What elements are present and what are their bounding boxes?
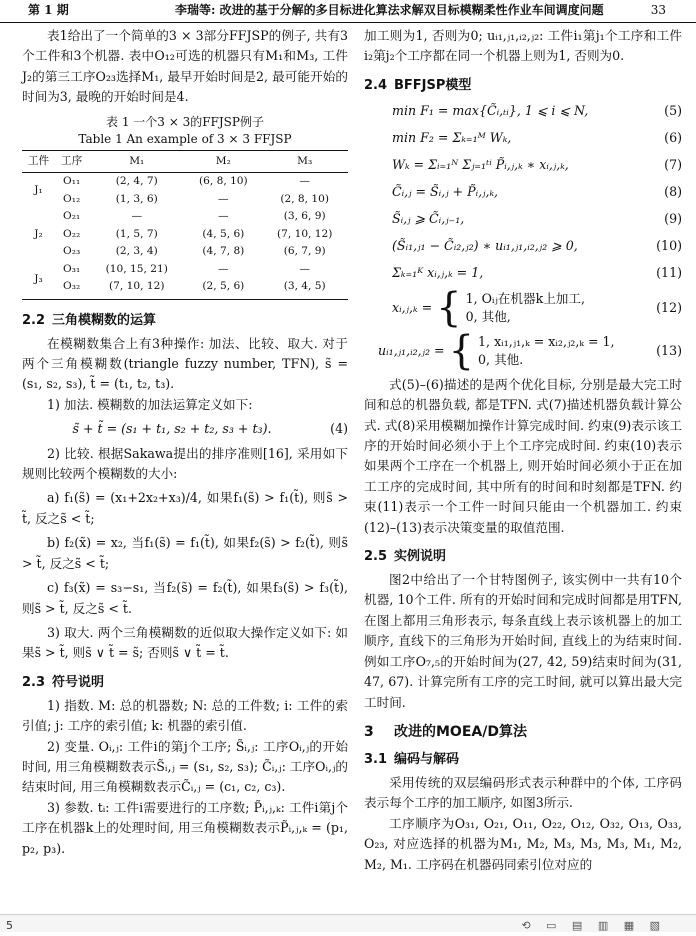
equation-expr: C̃ᵢ,ⱼ = S̃ᵢ,ⱼ + P̃ᵢ,ⱼ,ₖ, [392,183,499,199]
paragraph: 3) 取大. 两个三角模糊数的近似取大操作定义如下: 如果s̃ > t̃, 则s̃ ∨ t̃ = s̃; 否则s̃ ∨ t̃ = t̃. [22,624,348,661]
equation-lhs: uᵢ₁,ⱼ₁,ᵢ₂,ⱼ₂ = [378,342,445,358]
time-cell: — [131,210,143,223]
time-cell: (2, 3, 4) [115,245,158,258]
right-column [364,26,682,875]
table-row [22,226,348,244]
section-heading-3-1 [364,751,682,769]
brace-glyph: { [436,284,462,331]
table-row [22,243,348,261]
case-2: 0, 其他, [465,308,511,324]
op-cell: O₁₂ [63,192,81,205]
table-row [22,208,348,226]
section-number: 2.3 [22,674,46,690]
op-cell: O₃₂ [55,278,88,299]
left-column [22,26,348,859]
time-cell: — [218,192,229,205]
journal-issue: 第 1 期 [28,3,69,17]
section-title: 符号说明 [52,674,105,690]
equation-5 [364,99,682,123]
table-row [22,173,348,191]
equation-9 [364,207,682,231]
equation-number: (9) [664,210,682,226]
equation-expr [364,284,585,331]
page-indicator: 5 [6,919,13,932]
time-cell: (4, 7, 8) [202,245,245,258]
time-cell: (6, 8, 10) [198,175,248,188]
op-cell: O₂₁ [63,210,81,223]
rule-b: b) f₂(x̃) = x₂, 当f₁(s̃) = f₁(t̃), 如果f₂(s̃) > f₂(t̃), 则s̃ > t̃, 反之s̃ < t̃; [22,535,348,571]
time-cell: — [218,262,229,275]
cases [478,333,614,369]
paragraph: 式(5)–(6)描述的是两个优化目标, 分别是最大完工时间和总的机器负载, 都是TFN. 式(7)描述机器负载计算公式. 式(8)采用模糊加操作计算完成时间. 约束(9)表示该工序的开始时间必须小于上个工序完成时间. 约束(10)表示如果两个工序在一个机器上, 则开始时间必须小于正在加工工序的完成时间, 其中所有的时间和时刻都是TFN. 约束(11)表示一个工件一时间只能由一个机器加工. 约束(12)–(13)表示决策变量的取值范围. [364,376,682,535]
time-cell: (10, 15, 21) [105,262,168,275]
time-cell: (6, 7, 9) [283,245,326,258]
equation-lhs: xᵢ,ⱼ,ₖ = [392,299,433,315]
equation-number: (6) [664,129,682,145]
section-title: 改进的MOEA/D算法 [394,723,527,740]
equation-expr: Σₖ₌₁ᴷ xᵢ,ⱼ,ₖ = 1, [392,264,484,280]
col-header-m3: M₃ [261,150,348,173]
equation-12 [364,284,682,331]
equation-10 [364,234,682,258]
time-cell: (1, 3, 6) [115,192,158,205]
section-number: 3 [364,723,374,740]
equation-number: (5) [664,102,682,118]
paragraph: 加工则为1, 否则为0; uᵢ₁,ⱼ₁,ᵢ₂,ⱼ₂: 工件i₁第j₁个工序和工件i₂第j₂个工序都在同一个机器上则为1, 否则为0. [364,28,682,64]
viewer-toolbar [0,914,696,932]
equation-7 [364,153,682,177]
time-cell: (3, 6, 9) [283,210,326,223]
section-number: 2.2 [22,312,46,328]
running-header [0,0,696,23]
equation-number: (12) [656,299,682,315]
page-number: 33 [650,3,666,17]
op-cell: O₂₃ [63,245,81,258]
time-cell: — [218,210,229,223]
equation-6 [364,126,682,150]
paragraph: 在模糊数集合上有3种操作: 加法、比较、取大. 对于两个三角模糊数(triangle fuzzy number, TFN), s̃ = (s₁, s₂, s₃), t̃ = (t₁, t₂, t₃). [22,335,348,392]
case-1: 1, Oᵢⱼ在机器k上加工, [465,290,585,306]
col-header-job: 工件 [22,150,55,173]
time-cell: (1, 5, 7) [115,227,158,240]
running-title: 李瑞等: 改进的基于分解的多目标进化算法求解双目标模糊柔性作业车间调度问题 [175,3,604,17]
paragraph: 1) 加法. 模糊数的加法运算定义如下: [47,396,253,412]
section-heading-2-5 [364,548,682,566]
op-cell: O₂₂ [63,227,81,240]
table-row [22,278,348,299]
time-cell: — [299,262,310,275]
table-caption-cn: 表 1 一个3 × 3的FFJSP例子 [106,114,264,129]
case-2: 0, 其他. [478,351,524,367]
case-1: 1, xᵢ₁,ⱼ₁,ₖ = xᵢ₂,ⱼ₂,ₖ = 1, [478,333,615,349]
time-cell: (2, 8, 10) [280,192,330,205]
equation-number: (7) [664,156,682,172]
equation-expr: min F₂ = Σₖ₌₁ᴹ Wₖ, [392,129,512,145]
time-cell: (2, 5, 6) [185,278,261,299]
section-title: BFFJSP模型 [394,77,472,93]
paragraph: 采用传统的双层编码形式表示种群中的个体, 工序码表示每个工序的加工顺序, 如图3所示. [364,774,682,811]
equation-expr [364,327,615,374]
job-cell: J₂ [34,227,43,240]
equation-4 [22,419,348,439]
equation-expr: S̃ᵢ,ⱼ ⩾ C̃ᵢ,ⱼ₋₁, [392,210,465,226]
equation-8 [364,180,682,204]
paragraph: 2) 比较. 根据Sakawa提出的排序准则[16], 采用如下规则比较两个模糊数的大小: [22,445,348,482]
equation-11 [364,261,682,285]
section-title: 三角模糊数的运算 [52,312,157,328]
rule-c: c) f₃(x̃) = s₃−s₁, 当f₂(s̃) = f₂(t̃), 如果f₃(s̃) > f₃(t̃), 则s̃ > t̃, 反之s̃ < t̃. [22,580,348,616]
job-cell: J₁ [34,183,43,196]
time-cell: — [299,175,310,188]
paragraph: 2) 变量. Oᵢ,ⱼ: 工件i的第j个工序; S̃ᵢ,ⱼ: 工序Oᵢ,ⱼ的开始时间, 用三角模糊数表示S̃ᵢ,ⱼ = (s₁, s₂, s₃); C̃ᵢ,ⱼ: 工序Oᵢ,ⱼ的结束时间, 用三角模糊数表示C̃ᵢ,ⱼ = (c₁, c₂, c₃). [22,738,348,795]
equation-expr: min F₁ = max{C̃ᵢ,ₜᵢ}, 1 ⩽ i ⩽ N, [392,102,589,118]
equation-number: (11) [656,264,682,280]
time-cell: (3, 4, 5) [261,278,348,299]
time-cell: (7, 10, 12) [88,278,185,299]
view-mode-icons[interactable]: ⟲ ▭ ▤ ▥ ▦ ▧ [521,919,666,932]
cases [466,290,585,326]
section-title: 编码与解码 [394,751,460,767]
equation-number: (10) [656,237,682,253]
paragraph: 1) 指数. M: 总的机器数; N: 总的工件数; i: 工件的索引值; j: 工序的索引值; k: 机器的索引值. [22,697,348,734]
section-heading-3 [364,723,682,741]
table-row [22,191,348,209]
col-header-m2: M₂ [185,150,261,173]
rule-a: a) f₁(s̃) = (x₁+2x₂+x₃)/4, 如果f₁(s̃) > f₁(t̃), 则s̃ > t̃, 反之s̃ < t̃; [22,490,348,526]
section-heading-2-4 [364,77,682,95]
section-number: 2.5 [364,549,388,565]
table-header-row [22,150,348,173]
col-header-op: 工序 [55,150,88,173]
equation-expr: s̃ + t̃ = (s₁ + t₁, s₂ + t₂, s₃ + t₃). [72,421,272,437]
table-row [22,261,348,279]
section-heading-2-2 [22,312,348,330]
ffjsp-table [22,150,348,300]
equation-expr: Wₖ = Σᵢ₌₁ᴺ Σⱼ₌₁ᵗⁱ P̃ᵢ,ⱼ,ₖ ∗ xᵢ,ⱼ,ₖ, [392,156,569,172]
equation-expr: (S̃ᵢ₁,ⱼ₁ − C̃ᵢ₂,ⱼ₂) ∗ uᵢ₁,ⱼ₁,ᵢ₂,ⱼ₂ ⩾ 0, [392,237,578,253]
equation-13 [364,327,682,374]
intro-paragraph: 表1给出了一个简单的3 × 3部分FFJSP的例子, 共有3个工件和3个机器. 表中O₁₂可选的机器只有M₁和M₃, 工件J₂的第三工序O₂₃选择M₁, 最早开始时间是2, 最可能开始的时间为3, 最晚的开始时间是4. [22,28,348,105]
equation-number: (8) [664,183,682,199]
model-equations [364,99,682,374]
table-caption-en: Table 1 An example of 3 × 3 FFJSP [78,131,292,146]
brace-glyph: { [448,327,475,374]
section-title: 实例说明 [394,549,447,565]
section-number: 3.1 [364,751,388,767]
section-number: 2.4 [364,77,388,93]
paragraph: 3) 参数. tᵢ: 工件i需要进行的工序数; P̃ᵢ,ⱼ,ₖ: 工件i第j个工序在机器k上的处理时间, 用三角模糊数表示P̃ᵢ,ⱼ,ₖ = (p₁, p₂, p₃). [22,799,348,856]
paragraph: 图2中给出了一个甘特图例子, 该实例中一共有10个机器, 10个工件. 所有的开始时间和完成时间都是用TFN, 在图上都用三角形表示, 每条直线上表示该机器上的加工顺序, 直线下的三角形为开始时间, 直线上的为结束时间. 例如工序O₇,₅的开始时间为(27, 42, 59)结束时间为(31, 47, 67). 计算完所有工序的完工时间, 就可以算出最大完工时间. [364,572,682,710]
section-heading-2-3 [22,674,348,692]
paragraph: 工序顺序为O₃₁, O₂₁, O₁₁, O₂₂, O₁₂, O₃₂, O₁₃, O₃₃, O₂₃, 对应选择的机器为M₁, M₂, M₃, M₃, M₃, M₁, M₂, M₂, M₁. 工序码在机器码同索引位对应的 [364,815,682,872]
time-cell: (2, 4, 7) [115,175,158,188]
col-header-m1: M₁ [88,150,185,173]
op-cell: O₁₁ [63,175,81,188]
equation-number: (13) [656,342,682,358]
equation-number: (4) [330,421,348,437]
time-cell: (4, 5, 6) [202,227,245,240]
op-cell: O₃₁ [63,262,81,275]
job-cell: J₃ [22,261,55,300]
time-cell: (7, 10, 12) [276,227,333,240]
